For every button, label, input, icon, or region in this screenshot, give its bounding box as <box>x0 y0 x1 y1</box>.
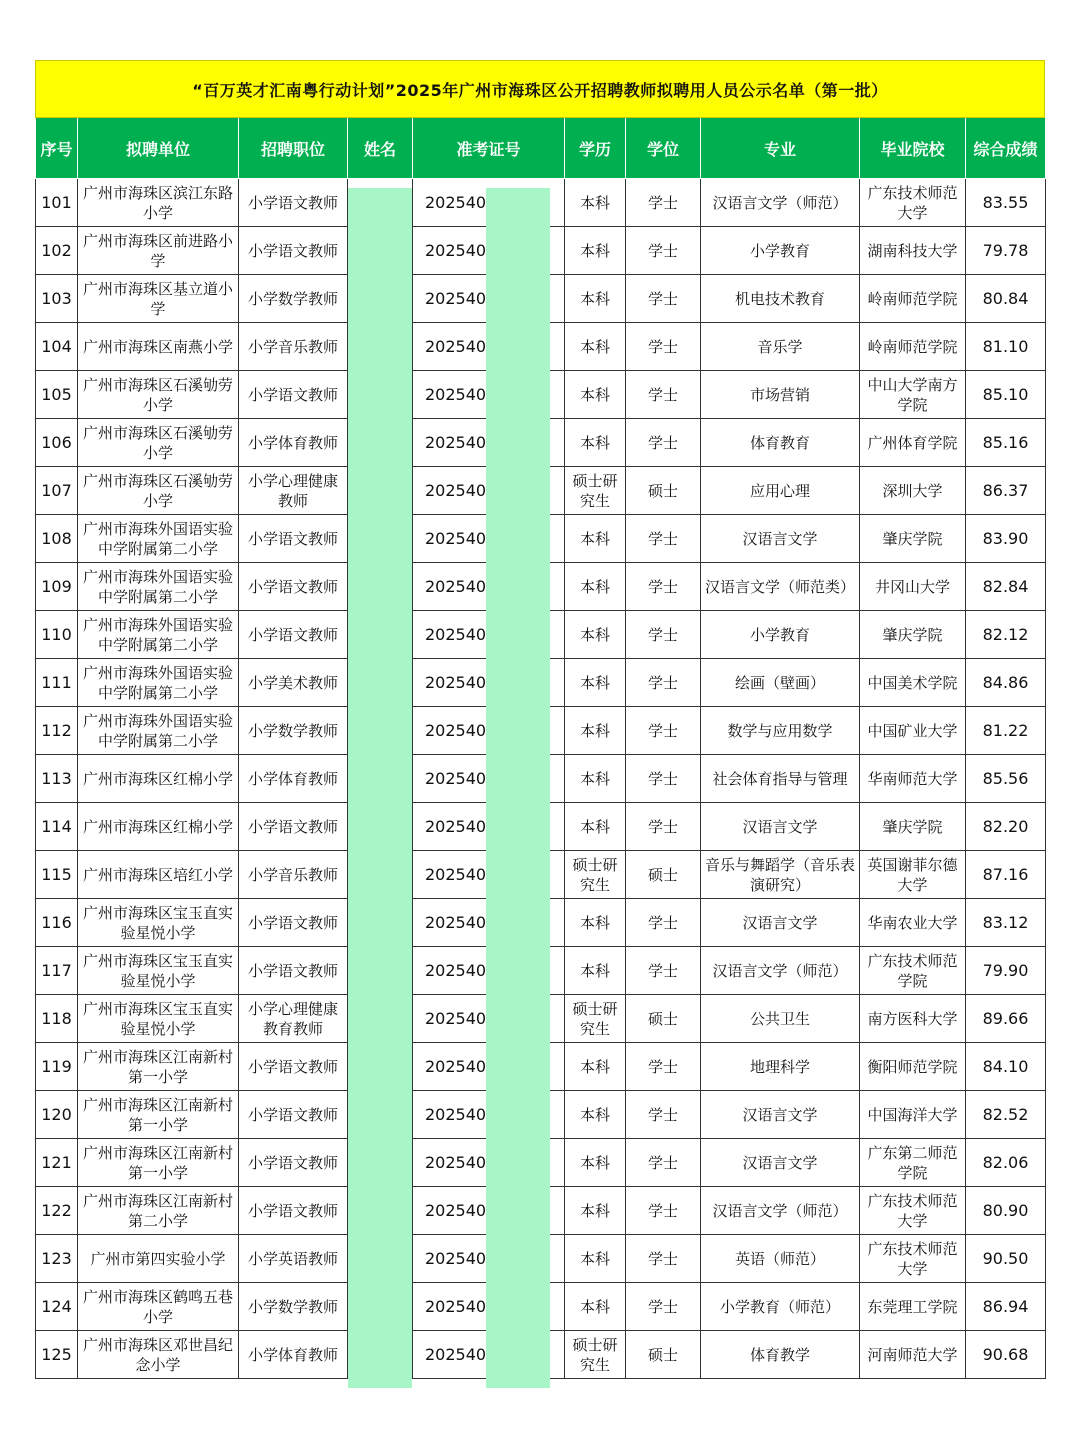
major-cell: 体育教学 <box>701 1331 860 1379</box>
position-cell: 小学体育教师 <box>239 755 348 803</box>
score-cell: 81.22 <box>966 707 1046 755</box>
position-cell: 小学语文教师 <box>239 1139 348 1187</box>
school-cell: 湖南科技大学 <box>860 227 966 275</box>
major-cell: 汉语言文学 <box>701 899 860 947</box>
employer-cell: 广州市海珠区红棉小学 <box>78 803 239 851</box>
score-cell: 82.84 <box>966 563 1046 611</box>
education-cell: 硕士研究生 <box>565 851 626 899</box>
school-cell: 广东第二师范学院 <box>860 1139 966 1187</box>
employer-cell: 广州市海珠外国语实验中学附属第二小学 <box>78 707 239 755</box>
score-cell: 80.84 <box>966 275 1046 323</box>
row-number: 111 <box>36 659 78 707</box>
row-number: 102 <box>36 227 78 275</box>
row-number: 118 <box>36 995 78 1043</box>
employer-cell: 广州市海珠区前进路小学 <box>78 227 239 275</box>
row-number: 103 <box>36 275 78 323</box>
row-number: 119 <box>36 1043 78 1091</box>
exam-id-cell: 202540 <box>413 371 565 419</box>
score-cell: 87.16 <box>966 851 1046 899</box>
row-number: 104 <box>36 323 78 371</box>
row-number: 109 <box>36 563 78 611</box>
employer-cell: 广州市海珠区江南新村第二小学 <box>78 1187 239 1235</box>
education-cell: 本科 <box>565 755 626 803</box>
education-cell: 本科 <box>565 275 626 323</box>
major-cell: 市场营销 <box>701 371 860 419</box>
degree-cell: 学士 <box>626 419 701 467</box>
employer-cell: 广州市海珠区石溪劬劳小学 <box>78 371 239 419</box>
position-cell: 小学音乐教师 <box>239 323 348 371</box>
exam-id-cell: 202540 <box>413 1235 565 1283</box>
score-cell: 84.86 <box>966 659 1046 707</box>
education-cell: 本科 <box>565 227 626 275</box>
exam-id-cell: 202540 <box>413 1187 565 1235</box>
score-cell: 82.12 <box>966 611 1046 659</box>
degree-cell: 学士 <box>626 323 701 371</box>
position-cell: 小学语文教师 <box>239 563 348 611</box>
school-cell: 广东技术师范大学 <box>860 1235 966 1283</box>
score-cell: 80.90 <box>966 1187 1046 1235</box>
score-cell: 90.68 <box>966 1331 1046 1379</box>
education-cell: 本科 <box>565 803 626 851</box>
employer-cell: 广州市海珠外国语实验中学附属第二小学 <box>78 659 239 707</box>
education-cell: 本科 <box>565 323 626 371</box>
degree-cell: 硕士 <box>626 1331 701 1379</box>
exam-id-cell: 202540 <box>413 1139 565 1187</box>
row-number: 115 <box>36 851 78 899</box>
employer-cell: 广州市海珠区江南新村第一小学 <box>78 1091 239 1139</box>
exam-id-cell: 202540 <box>413 275 565 323</box>
score-cell: 82.06 <box>966 1139 1046 1187</box>
degree-cell: 学士 <box>626 1235 701 1283</box>
school-cell: 广东技术师范学院 <box>860 947 966 995</box>
degree-cell: 学士 <box>626 707 701 755</box>
position-cell: 小学心理健康教师 <box>239 467 348 515</box>
exam-id-cell: 202540 <box>413 659 565 707</box>
position-cell: 小学语文教师 <box>239 803 348 851</box>
major-cell: 体育教育 <box>701 419 860 467</box>
position-cell: 小学音乐教师 <box>239 851 348 899</box>
degree-cell: 学士 <box>626 1187 701 1235</box>
employer-cell: 广州市海珠区石溪劬劳小学 <box>78 419 239 467</box>
position-cell: 小学心理健康教育教师 <box>239 995 348 1043</box>
employer-cell: 广州市海珠区江南新村第一小学 <box>78 1043 239 1091</box>
score-cell: 86.94 <box>966 1283 1046 1331</box>
exam-id-cell: 202540 <box>413 419 565 467</box>
row-number: 121 <box>36 1139 78 1187</box>
row-number: 125 <box>36 1331 78 1379</box>
score-cell: 83.90 <box>966 515 1046 563</box>
exam-id-cell: 202540 <box>413 1091 565 1139</box>
major-cell: 地理科学 <box>701 1043 860 1091</box>
school-cell: 广东技术师范大学 <box>860 1187 966 1235</box>
header-cell: 准考证号 <box>413 118 565 179</box>
exam-id-cell: 202540 <box>413 851 565 899</box>
exam-id-cell: 202540 <box>413 611 565 659</box>
school-cell: 衡阳师范学院 <box>860 1043 966 1091</box>
school-cell: 中山大学南方学院 <box>860 371 966 419</box>
education-cell: 本科 <box>565 1187 626 1235</box>
exam-id-cell: 202540 <box>413 995 565 1043</box>
header-cell: 毕业院校 <box>860 118 966 179</box>
employer-cell: 广州市海珠区南燕小学 <box>78 323 239 371</box>
score-cell: 85.56 <box>966 755 1046 803</box>
education-cell: 本科 <box>565 563 626 611</box>
education-cell: 本科 <box>565 899 626 947</box>
position-cell: 小学语文教师 <box>239 947 348 995</box>
major-cell: 应用心理 <box>701 467 860 515</box>
school-cell: 河南师范大学 <box>860 1331 966 1379</box>
header-cell: 序号 <box>36 118 78 179</box>
exam-id-cell: 202540 <box>413 707 565 755</box>
exam-id-cell: 202540 <box>413 1043 565 1091</box>
score-cell: 82.52 <box>966 1091 1046 1139</box>
position-cell: 小学语文教师 <box>239 1091 348 1139</box>
row-number: 107 <box>36 467 78 515</box>
position-cell: 小学体育教师 <box>239 419 348 467</box>
degree-cell: 学士 <box>626 659 701 707</box>
degree-cell: 学士 <box>626 275 701 323</box>
degree-cell: 学士 <box>626 611 701 659</box>
position-cell: 小学体育教师 <box>239 1331 348 1379</box>
school-cell: 井冈山大学 <box>860 563 966 611</box>
exam-id-cell: 202540 <box>413 179 565 227</box>
position-cell: 小学语文教师 <box>239 179 348 227</box>
header-cell: 学历 <box>565 118 626 179</box>
degree-cell: 学士 <box>626 1043 701 1091</box>
position-cell: 小学英语教师 <box>239 1235 348 1283</box>
name-redaction <box>348 188 412 1388</box>
major-cell: 汉语言文学 <box>701 515 860 563</box>
position-cell: 小学语文教师 <box>239 371 348 419</box>
education-cell: 硕士研究生 <box>565 1331 626 1379</box>
school-cell: 岭南师范学院 <box>860 275 966 323</box>
degree-cell: 硕士 <box>626 851 701 899</box>
education-cell: 本科 <box>565 1283 626 1331</box>
score-cell: 85.16 <box>966 419 1046 467</box>
score-cell: 79.90 <box>966 947 1046 995</box>
score-cell: 83.12 <box>966 899 1046 947</box>
school-cell: 华南师范大学 <box>860 755 966 803</box>
exam-id-cell: 202540 <box>413 755 565 803</box>
major-cell: 社会体育指导与管理 <box>701 755 860 803</box>
major-cell: 英语（师范） <box>701 1235 860 1283</box>
school-cell: 东莞理工学院 <box>860 1283 966 1331</box>
education-cell: 本科 <box>565 1091 626 1139</box>
employer-cell: 广州市海珠区邓世昌纪念小学 <box>78 1331 239 1379</box>
row-number: 105 <box>36 371 78 419</box>
employer-cell: 广州市海珠区石溪劬劳小学 <box>78 467 239 515</box>
row-number: 112 <box>36 707 78 755</box>
degree-cell: 学士 <box>626 1091 701 1139</box>
score-cell: 79.78 <box>966 227 1046 275</box>
major-cell: 汉语言文学 <box>701 1139 860 1187</box>
major-cell: 绘画（壁画） <box>701 659 860 707</box>
school-cell: 中国海洋大学 <box>860 1091 966 1139</box>
education-cell: 本科 <box>565 1235 626 1283</box>
exam-id-cell: 202540 <box>413 227 565 275</box>
header-cell: 专业 <box>701 118 860 179</box>
score-cell: 89.66 <box>966 995 1046 1043</box>
position-cell: 小学语文教师 <box>239 515 348 563</box>
position-cell: 小学美术教师 <box>239 659 348 707</box>
education-cell: 本科 <box>565 611 626 659</box>
exam-id-cell: 202540 <box>413 563 565 611</box>
header-cell: 姓名 <box>348 118 413 179</box>
major-cell: 汉语言文学 <box>701 1091 860 1139</box>
score-cell: 85.10 <box>966 371 1046 419</box>
degree-cell: 学士 <box>626 1139 701 1187</box>
row-number: 114 <box>36 803 78 851</box>
school-cell: 肇庆学院 <box>860 611 966 659</box>
education-cell: 本科 <box>565 659 626 707</box>
degree-cell: 学士 <box>626 899 701 947</box>
employer-cell: 广州市海珠区宝玉直实验星悦小学 <box>78 947 239 995</box>
degree-cell: 学士 <box>626 371 701 419</box>
school-cell: 广州体育学院 <box>860 419 966 467</box>
employer-cell: 广州市海珠区红棉小学 <box>78 755 239 803</box>
degree-cell: 学士 <box>626 947 701 995</box>
row-number: 123 <box>36 1235 78 1283</box>
education-cell: 本科 <box>565 1043 626 1091</box>
school-cell: 南方医科大学 <box>860 995 966 1043</box>
major-cell: 汉语言文学（师范） <box>701 179 860 227</box>
major-cell: 机电技术教育 <box>701 275 860 323</box>
major-cell: 小学教育（师范） <box>701 1283 860 1331</box>
row-number: 113 <box>36 755 78 803</box>
employer-cell: 广州市海珠区基立道小学 <box>78 275 239 323</box>
degree-cell: 学士 <box>626 1283 701 1331</box>
header-cell: 学位 <box>626 118 701 179</box>
major-cell: 数学与应用数学 <box>701 707 860 755</box>
school-cell: 肇庆学院 <box>860 803 966 851</box>
school-cell: 深圳大学 <box>860 467 966 515</box>
page-title: “百万英才汇南粤行动计划”2025年广州市海珠区公开招聘教师拟聘用人员公示名单（第一批） <box>35 60 1045 118</box>
education-cell: 本科 <box>565 179 626 227</box>
school-cell: 中国美术学院 <box>860 659 966 707</box>
row-number: 117 <box>36 947 78 995</box>
degree-cell: 学士 <box>626 227 701 275</box>
exam-id-cell: 202540 <box>413 515 565 563</box>
major-cell: 汉语言文学（师范） <box>701 1187 860 1235</box>
major-cell: 小学教育 <box>701 227 860 275</box>
school-cell: 华南农业大学 <box>860 899 966 947</box>
school-cell: 英国谢菲尔德大学 <box>860 851 966 899</box>
employer-cell: 广州市海珠区培红小学 <box>78 851 239 899</box>
exam-id-cell: 202540 <box>413 467 565 515</box>
header-row <box>36 118 1046 179</box>
employer-cell: 广州市海珠区鹤鸣五巷小学 <box>78 1283 239 1331</box>
major-cell: 汉语言文学 <box>701 803 860 851</box>
position-cell: 小学语文教师 <box>239 227 348 275</box>
row-number: 124 <box>36 1283 78 1331</box>
employer-cell: 广州市海珠区宝玉直实验星悦小学 <box>78 899 239 947</box>
degree-cell: 学士 <box>626 755 701 803</box>
school-cell: 肇庆学院 <box>860 515 966 563</box>
score-cell: 81.10 <box>966 323 1046 371</box>
position-cell: 小学数学教师 <box>239 707 348 755</box>
row-number: 108 <box>36 515 78 563</box>
exam-id-cell: 202540 <box>413 1331 565 1379</box>
header-cell: 招聘职位 <box>239 118 348 179</box>
major-cell: 小学教育 <box>701 611 860 659</box>
employer-cell: 广州市海珠外国语实验中学附属第二小学 <box>78 563 239 611</box>
education-cell: 本科 <box>565 371 626 419</box>
header-cell: 综合成绩 <box>966 118 1046 179</box>
position-cell: 小学语文教师 <box>239 1043 348 1091</box>
education-cell: 本科 <box>565 515 626 563</box>
degree-cell: 学士 <box>626 563 701 611</box>
education-cell: 本科 <box>565 947 626 995</box>
row-number: 106 <box>36 419 78 467</box>
degree-cell: 硕士 <box>626 467 701 515</box>
major-cell: 音乐学 <box>701 323 860 371</box>
education-cell: 本科 <box>565 419 626 467</box>
exam-id-cell: 202540 <box>413 947 565 995</box>
degree-cell: 学士 <box>626 179 701 227</box>
education-cell: 硕士研究生 <box>565 467 626 515</box>
score-cell: 83.55 <box>966 179 1046 227</box>
employer-cell: 广州市海珠外国语实验中学附属第二小学 <box>78 515 239 563</box>
degree-cell: 学士 <box>626 803 701 851</box>
employer-cell: 广州市海珠区江南新村第一小学 <box>78 1139 239 1187</box>
score-cell: 82.20 <box>966 803 1046 851</box>
education-cell: 本科 <box>565 707 626 755</box>
position-cell: 小学语文教师 <box>239 1187 348 1235</box>
score-cell: 90.50 <box>966 1235 1046 1283</box>
exam-id-cell: 202540 <box>413 1283 565 1331</box>
employer-cell: 广州市海珠外国语实验中学附属第二小学 <box>78 611 239 659</box>
major-cell: 汉语言文学（师范） <box>701 947 860 995</box>
row-number: 101 <box>36 179 78 227</box>
row-number: 116 <box>36 899 78 947</box>
row-number: 122 <box>36 1187 78 1235</box>
exam-id-cell: 202540 <box>413 899 565 947</box>
employer-cell: 广州市海珠区宝玉直实验星悦小学 <box>78 995 239 1043</box>
school-cell: 中国矿业大学 <box>860 707 966 755</box>
header-cell: 拟聘单位 <box>78 118 239 179</box>
education-cell: 本科 <box>565 1139 626 1187</box>
employer-cell: 广州市海珠区滨江东路小学 <box>78 179 239 227</box>
degree-cell: 硕士 <box>626 995 701 1043</box>
score-cell: 86.37 <box>966 467 1046 515</box>
row-number: 120 <box>36 1091 78 1139</box>
education-cell: 硕士研究生 <box>565 995 626 1043</box>
major-cell: 汉语言文学（师范类） <box>701 563 860 611</box>
school-cell: 广东技术师范大学 <box>860 179 966 227</box>
employer-cell: 广州市第四实验小学 <box>78 1235 239 1283</box>
position-cell: 小学数学教师 <box>239 1283 348 1331</box>
position-cell: 小学数学教师 <box>239 275 348 323</box>
school-cell: 岭南师范学院 <box>860 323 966 371</box>
position-cell: 小学语文教师 <box>239 611 348 659</box>
major-cell: 音乐与舞蹈学（音乐表演研究） <box>701 851 860 899</box>
exam-id-redaction <box>486 188 550 1388</box>
exam-id-cell: 202540 <box>413 323 565 371</box>
score-cell: 84.10 <box>966 1043 1046 1091</box>
row-number: 110 <box>36 611 78 659</box>
position-cell: 小学语文教师 <box>239 899 348 947</box>
exam-id-cell: 202540 <box>413 803 565 851</box>
degree-cell: 学士 <box>626 515 701 563</box>
major-cell: 公共卫生 <box>701 995 860 1043</box>
